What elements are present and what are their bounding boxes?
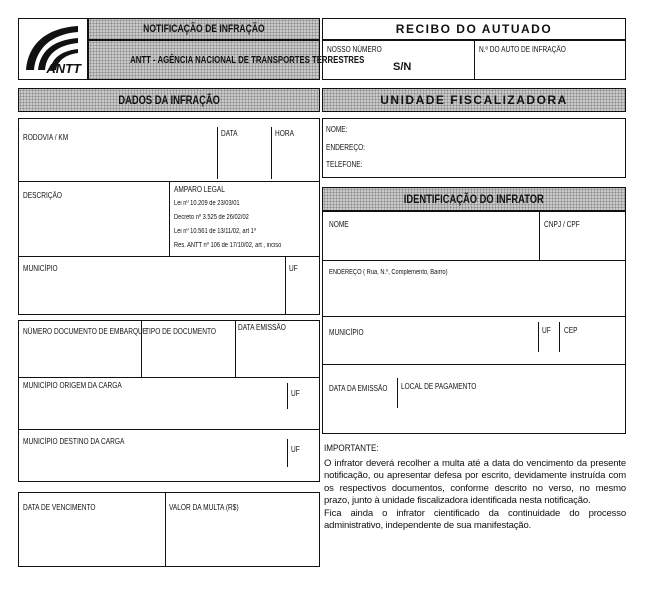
dados-section xyxy=(18,118,320,315)
cep-divider xyxy=(559,322,560,352)
infrator-row-1 xyxy=(323,260,625,261)
destino-uf-label: UF xyxy=(291,445,300,454)
vencimento-label: DATA DE VENCIMENTO xyxy=(23,503,96,512)
infrator-uf-divider xyxy=(538,322,539,352)
local-pagamento-divider xyxy=(397,378,398,408)
row-divider-4 xyxy=(19,429,319,430)
origem-uf-label: UF xyxy=(291,389,300,398)
uf-divider xyxy=(285,256,286,314)
unidade-telefone-label: TELEFONE: xyxy=(326,160,363,169)
amparo-line-2: Decreto nº 3.525 de 26/02/02 xyxy=(174,214,249,221)
infrator-data-emissao-label: DATA DA EMISSÃO xyxy=(329,384,388,393)
nosso-numero-label: NOSSO NÚMERO xyxy=(327,45,382,54)
importante-section xyxy=(324,442,626,532)
tipo-documento-label: TIPO DE DOCUMENTO xyxy=(145,327,216,336)
hora-label: HORA xyxy=(275,129,294,138)
recibo-divider xyxy=(474,41,475,79)
unidade-title: UNIDADE FISCALIZADORA xyxy=(380,93,568,107)
infrator-row-2 xyxy=(323,316,625,317)
data-divider xyxy=(217,127,218,179)
importante-paragraph-1: O infrator deverá recolher a multa até a data do vencimento da presente notificação, ou apresentar defesa por escrito, devidamente instruída com os respectivos documentos, conforme descrito no verso, no mesmo prazo, junto à unidade fiscalizadora identificada nesta notificação. xyxy=(324,458,626,507)
dados-title-box xyxy=(18,88,320,112)
municipio-label: MUNICÍPIO xyxy=(23,264,58,273)
dados-title: DADOS DA INFRAÇÃO xyxy=(118,93,220,107)
unidade-endereco-label: ENDEREÇO: xyxy=(326,143,366,152)
carga-section xyxy=(18,320,320,482)
infrator-uf-label: UF xyxy=(542,326,551,335)
row-divider-2 xyxy=(19,256,319,257)
importante-paragraph-2: Fica ainda o infrator cientificado da continuidade do processo administrativo, independente de sua manifestação. xyxy=(324,507,626,532)
infrator-municipio-label: MUNICÍPIO xyxy=(329,328,364,337)
nosso-numero-value: S/N xyxy=(393,61,412,73)
infrator-title: IDENTIFICAÇÃO DO INFRATOR xyxy=(403,192,545,206)
tipo-doc-divider xyxy=(141,321,142,377)
amparo-line-3: Lei nº 10.561 de 13/11/02, art 1º xyxy=(174,228,256,235)
data-label: DATA xyxy=(221,129,238,138)
infrator-nome-label: NOME xyxy=(329,220,349,229)
cnpj-label: CNPJ / CPF xyxy=(544,220,580,229)
amparo-line-4: Res. ANTT nº 106 de 17/10/02, art , inciso xyxy=(174,242,282,249)
data-emissao-label: DATA EMISSÃO xyxy=(238,323,286,332)
origem-label: MUNICÍPIO ORIGEM DA CARGA xyxy=(23,381,122,390)
vencimento-section xyxy=(18,492,320,567)
destino-label: MUNICÍPIO DESTINO DA CARGA xyxy=(23,437,125,446)
data-emissao-divider xyxy=(235,321,236,377)
descricao-label: DESCRIÇÃO xyxy=(23,191,63,200)
notification-title-box xyxy=(88,18,320,40)
amparo-line-1: Lei nº 10.209 de 23/03/01 xyxy=(174,200,240,207)
recibo-title-box xyxy=(322,18,626,40)
unidade-nome-label: NOME: xyxy=(326,125,348,134)
infrator-title-box xyxy=(322,187,626,211)
uf-label: UF xyxy=(289,264,298,273)
infrator-row-3 xyxy=(323,364,625,365)
logo-text: ANTT xyxy=(46,61,81,76)
valor-divider xyxy=(165,493,166,566)
doc-embarque-label: NÚMERO DOCUMENTO DE EMBARQUE xyxy=(23,327,148,336)
amparo-divider xyxy=(169,181,170,256)
local-pagamento-label: LOCAL DE PAGAMENTO xyxy=(401,382,477,391)
destino-uf-divider xyxy=(287,439,288,467)
unidade-title-box xyxy=(322,88,626,112)
recibo-fields xyxy=(322,40,626,80)
amparo-label: AMPARO LEGAL xyxy=(174,185,225,194)
valor-label: VALOR DA MULTA (R$) xyxy=(169,503,239,512)
cep-label: CEP xyxy=(564,326,578,335)
recibo-title: RECIBO DO AUTUADO xyxy=(395,22,553,36)
row-divider-3 xyxy=(19,377,319,378)
rodovia-label: RODOVIA / KM xyxy=(23,133,69,142)
hora-divider xyxy=(271,127,272,179)
agency-name: ANTT - AGÊNCIA NACIONAL DE TRANSPORTES TERRESTRES xyxy=(130,54,365,66)
unidade-section xyxy=(322,118,626,178)
notification-title: NOTIFICAÇÃO DE INFRAÇÃO xyxy=(143,23,265,35)
infrator-section xyxy=(322,211,626,434)
auto-infracao-label: N.º DO AUTO DE INFRAÇÃO xyxy=(479,45,566,54)
antt-logo xyxy=(18,18,88,80)
importante-heading: IMPORTANTE: xyxy=(324,443,379,453)
origem-uf-divider xyxy=(287,383,288,409)
infrator-endereco-label: ENDEREÇO ( Rua, N.º, Complemento, Bairro) xyxy=(329,269,448,276)
cnpj-divider xyxy=(539,212,540,260)
